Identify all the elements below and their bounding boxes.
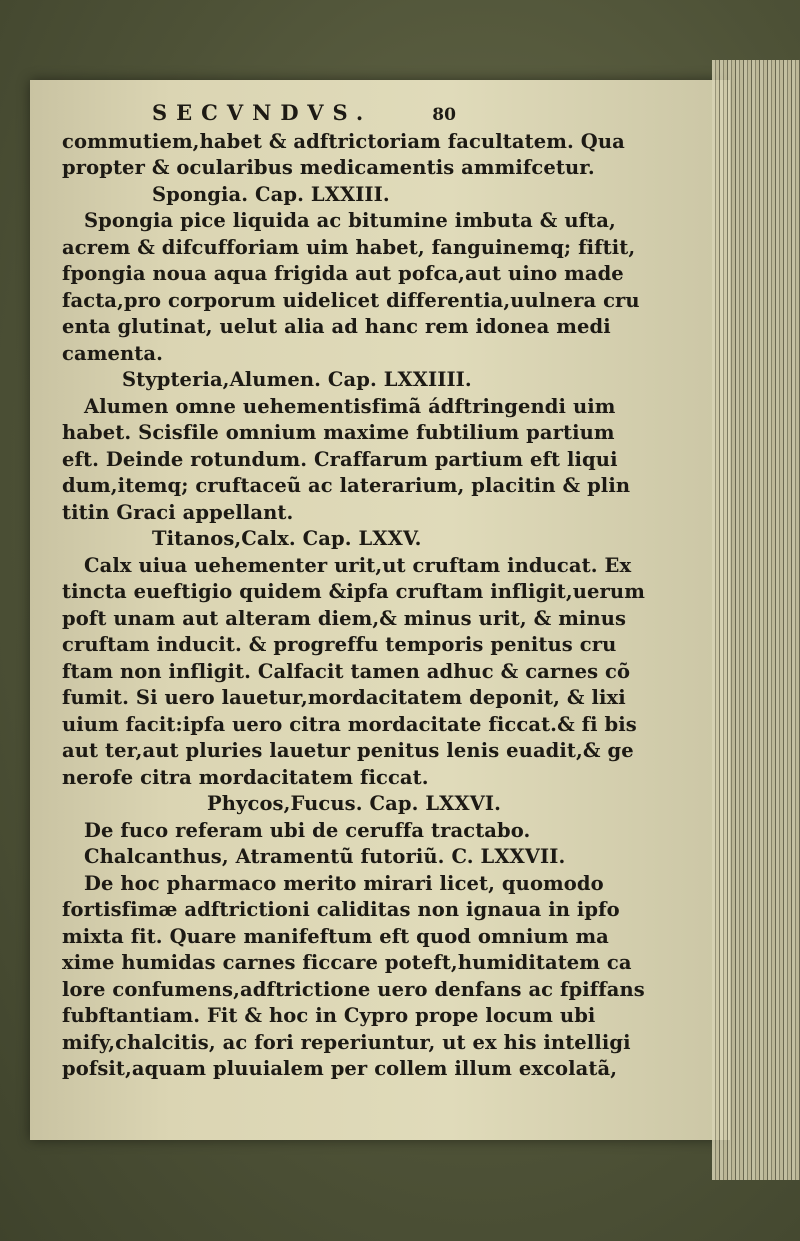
page-number: 80 — [432, 105, 457, 125]
text-line: mixta fit. Quare manifeftum eft quod omnium ma — [62, 924, 609, 948]
text-line: propter & ocularibus medicamentis ammifcetur. — [62, 156, 595, 179]
text-line: pofsit,aquam pluuialem per collem illum excolatã, — [62, 1057, 618, 1080]
chapter-heading: Spongia. Cap. LXXIII. — [152, 182, 390, 206]
text-line: commutiem,habet & adftrictoriam facultatem. Qua — [62, 129, 625, 153]
chapter-heading: Stypteria,Alumen. Cap. LXXIIII. — [122, 368, 472, 391]
text-line: fubftantiam. Fit & hoc in Cypro prope locum ubi — [62, 1004, 596, 1027]
text-line: fpongia noua aqua frigida aut pofca,aut uino made — [62, 262, 624, 285]
text-line: habet. Scisfile omnium maxime fubtilium partium — [62, 421, 615, 444]
text-line: De hoc pharmaco merito mirari licet, quomodo — [84, 871, 604, 895]
text-line: lore confumens,adftrictione uero denfans ac fpiffans — [62, 977, 645, 1001]
text-line: xime humidas carnes ficcare poteft,humiditatem ca — [62, 951, 632, 974]
text-line: poft unam aut alteram diem,& minus urit, & minus — [62, 606, 627, 630]
text-line: aut ter,aut pluries lauetur penitus lenis euadit,& ge — [62, 739, 634, 762]
text-line: camenta. — [62, 341, 163, 365]
text-line: uium facit:ipfa uero citra mordacitate ficcat.& fi bis — [62, 712, 637, 736]
text-line: cruftam inducit. & progreffu temporis penitus cru — [62, 633, 617, 656]
text-line: mify,chalcitis, ac fori reperiuntur, ut ex his intelligi — [62, 1030, 631, 1054]
text-line: acrem & difcufforiam uim habet, fanguinemq; fiftit, — [62, 235, 636, 259]
running-head-title: SECVNDVS. — [152, 100, 373, 125]
text-line: titin Graci appellant. — [62, 500, 294, 524]
chapter-heading: Chalcanthus, Atramentũ futoriũ. C. LXXVII. — [84, 845, 566, 868]
text-line: enta glutinat, uelut alia ad hanc rem idonea medi — [62, 315, 611, 338]
text-line: fumit. Si uero lauetur,mordacitatem deponit, & lixi — [62, 686, 626, 709]
chapter-heading: Titanos,Calx. Cap. LXXV. — [152, 527, 422, 550]
text-line: facta,pro corporum uidelicet differentia,uulnera cru — [62, 288, 640, 312]
text-line: dum,itemq; cruftaceũ ac laterarium, placitin & plin — [62, 474, 631, 497]
running-head — [62, 100, 702, 129]
text-line: Alumen omne uehementisfimã ádftringendi uim — [84, 394, 616, 418]
chapter-heading: Phycos,Fucus. Cap. LXXVI. — [207, 792, 501, 815]
text-line: Spongia pice liquida ac bitumine imbuta & ufta, — [84, 209, 616, 232]
text-line: fortisfimæ adftrictioni caliditas non ignaua in ipfo — [62, 898, 620, 921]
text-line: Calx uiua uehementer urit,ut cruftam inducat. Ex — [84, 553, 632, 577]
text-line: nerofe citra mordacitatem ficcat. — [62, 765, 429, 789]
text-line: eft. Deinde rotundum. Craffarum partium eft liqui — [62, 447, 618, 471]
text-line: tincta eueftigio quidem &ipfa cruftam infligit,uerum — [62, 580, 645, 603]
text-line: ftam non infligit. Calfacit tamen adhuc & carnes cõ — [62, 659, 631, 683]
text-line: De fuco referam ubi de ceruffa tractabo. — [84, 818, 531, 842]
page-text — [62, 100, 702, 1083]
book-edge-pages — [712, 60, 800, 1180]
